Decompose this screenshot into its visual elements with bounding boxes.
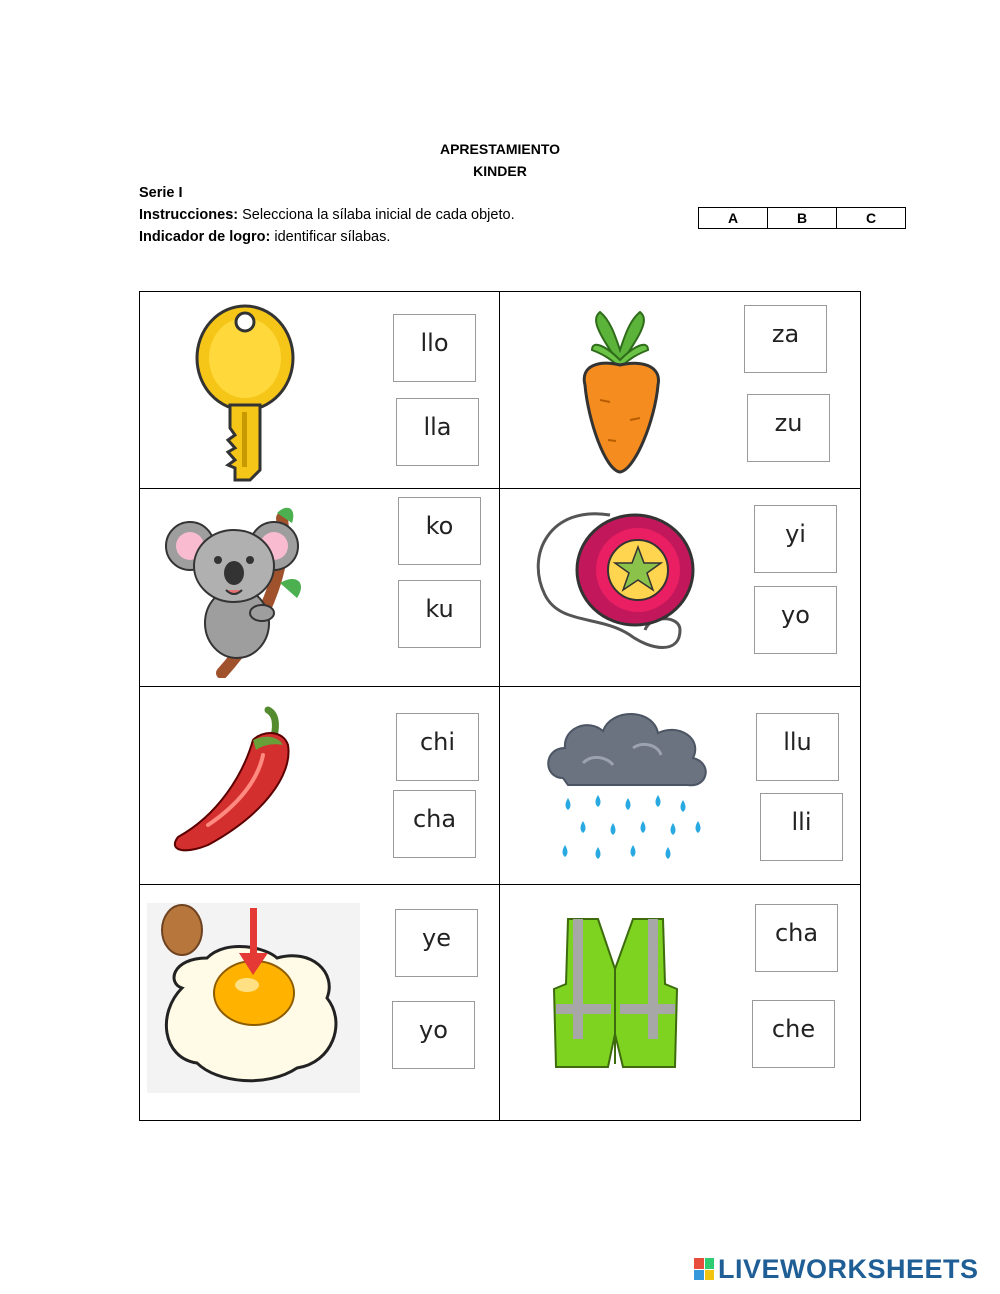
- grid-divider-row-3: [139, 884, 861, 885]
- page-subtitle: KINDER: [473, 163, 527, 179]
- instructions-text: Selecciona la sílaba inicial de cada objeto.: [238, 207, 515, 223]
- grid-divider-vertical: [499, 291, 500, 1121]
- carrot-icon: [570, 310, 670, 475]
- brand-logo: [694, 1254, 979, 1284]
- option-che[interactable]: che: [752, 1000, 835, 1068]
- option-ye[interactable]: ye: [395, 909, 478, 977]
- option-ko[interactable]: ko: [398, 497, 481, 565]
- instructions: [139, 207, 515, 223]
- option-cha-1[interactable]: cha: [393, 790, 476, 858]
- page-title: APRESTAMIENTO: [439, 141, 561, 157]
- option-za[interactable]: za: [744, 305, 827, 373]
- instructions-label: Instrucciones:: [139, 207, 239, 223]
- option-yi[interactable]: yi: [754, 505, 837, 573]
- option-cha-2[interactable]: cha: [755, 904, 838, 972]
- grid-divider-row-1: [139, 488, 861, 489]
- grade-boxes: [698, 207, 906, 229]
- safety-vest-icon: [553, 914, 678, 1069]
- option-ku[interactable]: ku: [398, 580, 481, 648]
- series-label: Serie I: [139, 185, 183, 201]
- grade-box-c: C: [865, 210, 877, 226]
- achievement-indicator: [139, 229, 390, 245]
- grade-box-a: A: [699, 208, 768, 228]
- indicator-text: identificar sílabas.: [270, 229, 391, 245]
- option-llo[interactable]: llo: [393, 314, 476, 382]
- option-lla[interactable]: lla: [396, 398, 479, 466]
- key-icon: [190, 300, 300, 485]
- option-lli[interactable]: lli: [760, 793, 843, 861]
- indicator-label: Indicador de logro:: [139, 229, 271, 245]
- option-llu[interactable]: llu: [756, 713, 839, 781]
- option-zu[interactable]: zu: [747, 394, 830, 462]
- brand-mark-icon: [694, 1258, 714, 1280]
- koala-icon: [162, 498, 307, 678]
- yoyo-icon: [530, 505, 695, 660]
- option-yo[interactable]: yo: [754, 586, 837, 654]
- chili-pepper-icon: [168, 705, 298, 855]
- grid-divider-row-2: [139, 686, 861, 687]
- option-yo-2[interactable]: yo: [392, 1001, 475, 1069]
- egg-yolk-icon: [147, 903, 360, 1093]
- grade-box-b: B: [768, 208, 837, 228]
- option-chi[interactable]: chi: [396, 713, 479, 781]
- rain-cloud-icon: [543, 703, 713, 868]
- brand-text: LIVEWORKSHEETS: [718, 1253, 979, 1284]
